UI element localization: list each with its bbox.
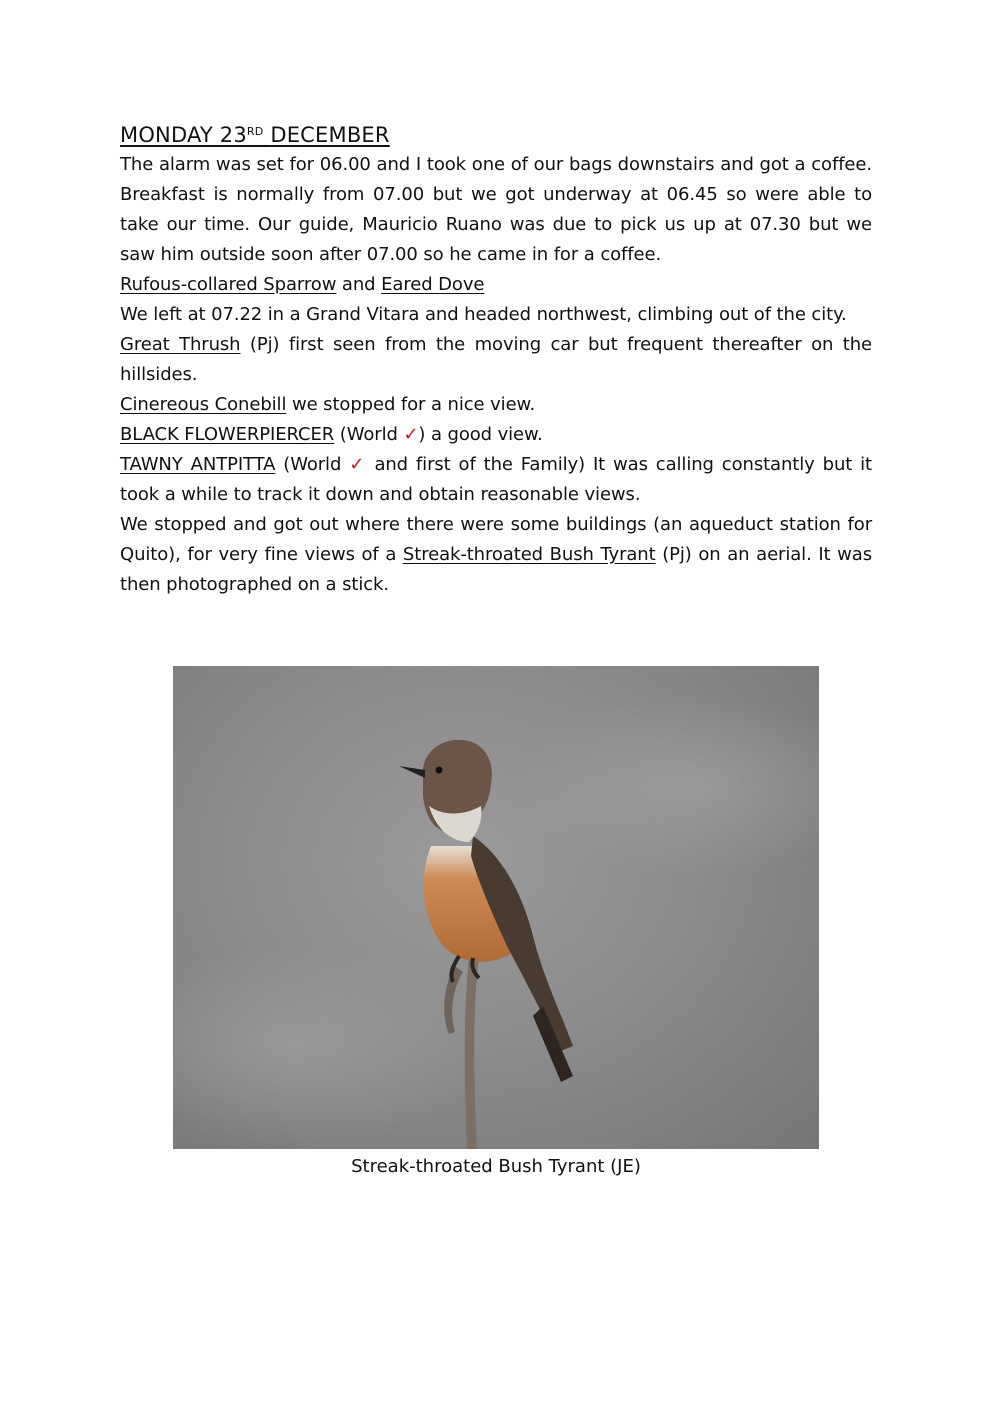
- species-streak-throated-bush-tyrant: Streak-throated Bush Tyrant: [402, 544, 656, 565]
- paragraph-departure: We left at 07.22 in a Grand Vitara and headed northwest, climbing out of the city.: [120, 304, 847, 325]
- species-eared-dove: Eared Dove: [381, 274, 485, 295]
- species-cinereous-conebill: Cinereous Conebill: [120, 394, 287, 415]
- photo-caption: Streak-throated Bush Tyrant (JE): [351, 1156, 641, 1177]
- species-rufous-collared-sparrow: Rufous-collared Sparrow: [120, 274, 337, 295]
- bird-photo: [173, 666, 819, 1149]
- cloud: [513, 696, 819, 876]
- paragraph-morning: The alarm was set for 06.00 and I took one of our bags downstairs and got a coffee. Breakfast is normally from 07.00 but we got underway at 06.45 so were able to take our time. Our guide, Mauricio Ruano was due to pick us up at 07.30 but we saw him outside soon after 07.00 so he came in for a coffee.: [120, 154, 872, 265]
- paragraph-tawny-antpitta: TAWNY ANTPITTA (World ✓ and first of the Family) It was calling constantly but it took a while to track it down and obtain reasonable views.: [120, 454, 873, 505]
- species-tawny-antpitta: TAWNY ANTPITTA: [120, 454, 276, 475]
- species-black-flowerpiercer: BLACK FLOWERPIERCER: [120, 424, 335, 445]
- bird-eye: [436, 767, 443, 774]
- paragraph-cinereous-conebill: Cinereous Conebill we stopped for a nice view.: [120, 394, 536, 415]
- checkmark-icon: ✓: [403, 424, 419, 445]
- species-great-thrush: Great Thrush: [120, 334, 241, 355]
- bird-beak: [399, 766, 425, 778]
- paragraph-species-list: Rufous-collared Sparrow and Eared Dove: [120, 274, 485, 295]
- checkmark-icon: ✓: [349, 454, 367, 475]
- cloud: [173, 946, 493, 1146]
- paragraph-great-thrush: Great Thrush (Pj) first seen from the moving car but frequent thereafter on the hillsides.: [120, 334, 872, 385]
- day-heading: MONDAY 23RD DECEMBER: [120, 123, 390, 147]
- paragraph-black-flowerpiercer: BLACK FLOWERPIERCER (World ✓) a good view.: [120, 424, 543, 445]
- paragraph-bush-tyrant: We stopped and got out where there were some buildings (an aqueduct station for Quito), for very fine views of a Streak-throated Bush Tyrant (Pj) on an aerial. It was then photographed on a stick.: [120, 514, 872, 595]
- bush-tyrant-illustration: [173, 666, 819, 1149]
- diary-entry: [120, 120, 872, 600]
